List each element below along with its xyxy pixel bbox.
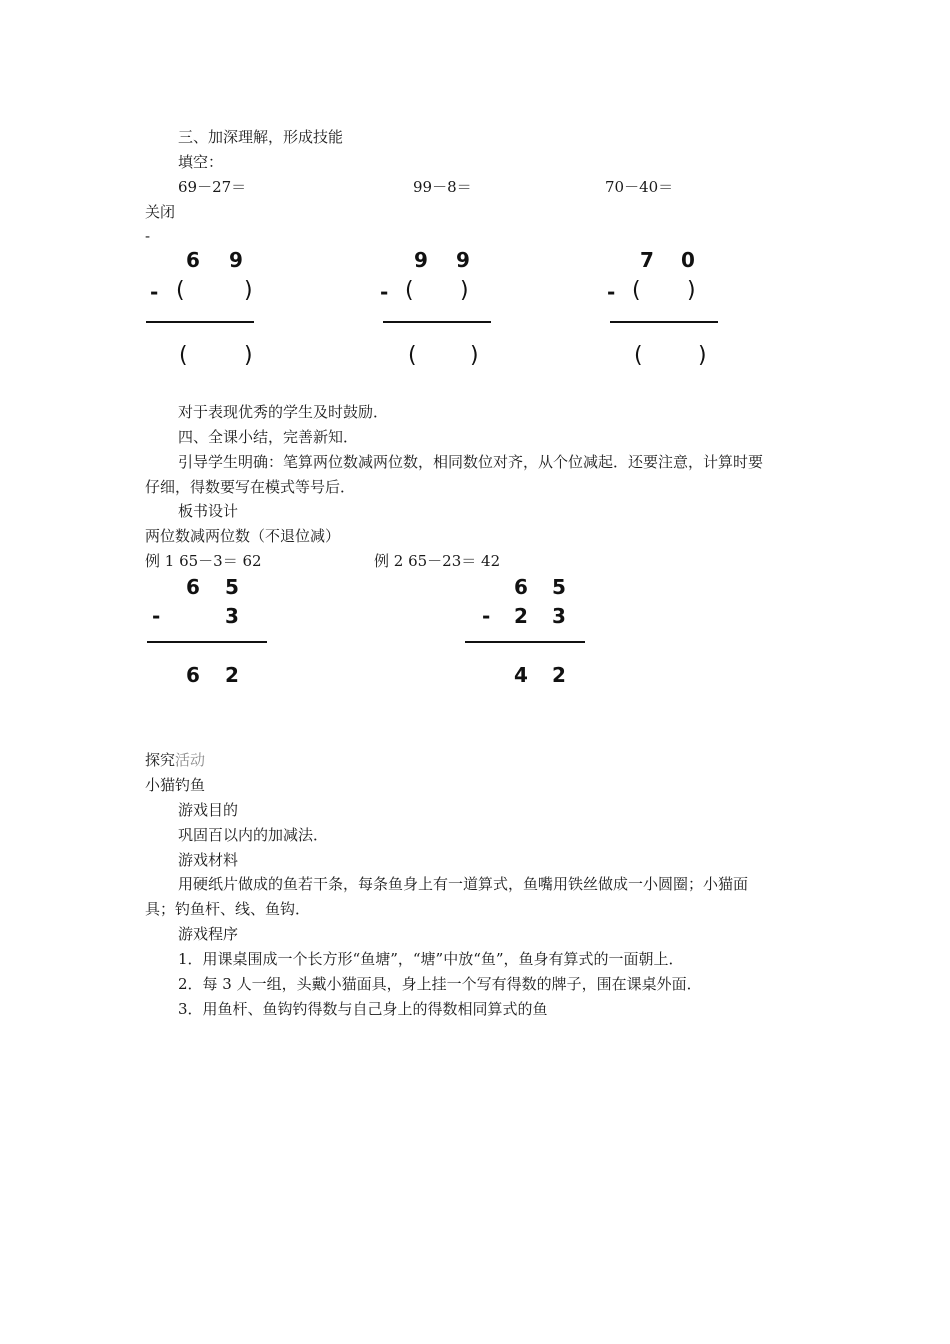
digit: 9 bbox=[414, 248, 428, 272]
board-title: 板书设计 bbox=[178, 502, 239, 520]
digit: 5 bbox=[225, 575, 239, 599]
procedure-title: 游戏程序 bbox=[178, 925, 239, 943]
paren-close: ) bbox=[244, 278, 253, 303]
equation-3: 70－40＝ bbox=[605, 178, 674, 196]
material-text-line-2: 具；钓鱼杆、线、鱼钩． bbox=[145, 900, 311, 918]
sum-rule bbox=[147, 641, 267, 643]
stray-dash: - bbox=[145, 227, 151, 245]
digit: 0 bbox=[681, 248, 695, 272]
answer-paren-close: ) bbox=[698, 343, 707, 368]
minus-sign: - bbox=[482, 604, 491, 628]
answer-paren-open: ( bbox=[634, 343, 643, 368]
digit: 6 bbox=[514, 575, 528, 599]
material-title: 游戏材料 bbox=[178, 851, 239, 869]
digit: 4 bbox=[514, 663, 528, 687]
procedure-step-2: 2．每 3 人一组，头戴小猫面具，身上挂一个写有得数的牌子，围在课桌外面． bbox=[178, 975, 702, 993]
equation-1: 69－27＝ bbox=[178, 178, 247, 196]
activity-label-gray: 活动 bbox=[175, 751, 206, 769]
digit: 3 bbox=[225, 604, 239, 628]
digit: 3 bbox=[552, 604, 566, 628]
sum-rule bbox=[383, 321, 491, 323]
close-label: 关闭 bbox=[145, 203, 176, 221]
paren-open: ( bbox=[632, 278, 641, 303]
paren-close: ) bbox=[687, 278, 696, 303]
sum-rule bbox=[465, 641, 585, 643]
example-2: 例 2 65－23＝ 42 bbox=[374, 552, 501, 570]
digit: 6 bbox=[186, 248, 200, 272]
example-1: 例 1 65－3＝ 62 bbox=[145, 552, 262, 570]
activity-name: 小猫钓鱼 bbox=[145, 776, 206, 794]
answer-paren-close: ) bbox=[244, 343, 253, 368]
digit: 7 bbox=[640, 248, 654, 272]
paren-open: ( bbox=[176, 278, 185, 303]
minus-sign: - bbox=[380, 280, 389, 304]
digit: 9 bbox=[456, 248, 470, 272]
answer-paren-open: ( bbox=[179, 343, 188, 368]
praise-text: 对于表现优秀的学生及时鼓励． bbox=[178, 403, 389, 421]
answer-paren-close: ) bbox=[470, 343, 479, 368]
paren-close: ) bbox=[460, 278, 469, 303]
guide-text-line-2: 仔细，得数要写在模式等号后． bbox=[145, 478, 356, 496]
digit: 9 bbox=[229, 248, 243, 272]
guide-text-line-1: 引导学生明确：笔算两位数减两位数，相同数位对齐，从个位减起．还要注意，计算时要 bbox=[178, 453, 764, 471]
section-heading-4: 四、全课小结，完善新知． bbox=[178, 428, 359, 446]
procedure-step-1: 1．用课桌围成一个长方形“鱼塘”，“塘”中放“鱼”，鱼身有算式的一面朝上． bbox=[178, 950, 684, 968]
sum-rule bbox=[146, 321, 254, 323]
digit: 2 bbox=[225, 663, 239, 687]
material-text-line-1: 用硬纸片做成的鱼若干条，每条鱼身上有一道算式，鱼嘴用铁丝做成一小圆圈；小猫面 bbox=[178, 875, 749, 893]
minus-sign: - bbox=[152, 604, 161, 628]
digit: 5 bbox=[552, 575, 566, 599]
fill-label: 填空： bbox=[178, 153, 224, 171]
activity-label bbox=[145, 750, 205, 770]
procedure-step-3: 3．用鱼杆、鱼钩钓得数与自己身上的得数相同算式的鱼 bbox=[178, 1000, 548, 1018]
digit: 2 bbox=[514, 604, 528, 628]
minus-sign: - bbox=[607, 280, 616, 304]
digit: 6 bbox=[186, 663, 200, 687]
paren-open: ( bbox=[405, 278, 414, 303]
digit: 6 bbox=[186, 575, 200, 599]
section-heading-3: 三、加深理解，形成技能 bbox=[178, 128, 344, 146]
equation-2: 99－8＝ bbox=[413, 178, 472, 196]
goal-title: 游戏目的 bbox=[178, 801, 239, 819]
sum-rule bbox=[610, 321, 718, 323]
answer-paren-open: ( bbox=[408, 343, 417, 368]
digit: 2 bbox=[552, 663, 566, 687]
board-subtitle: 两位数减两位数（不退位减） bbox=[145, 527, 341, 545]
goal-text: 巩固百以内的加减法． bbox=[178, 826, 329, 844]
activity-label-main: 探究 bbox=[145, 751, 176, 769]
minus-sign: - bbox=[150, 280, 159, 304]
